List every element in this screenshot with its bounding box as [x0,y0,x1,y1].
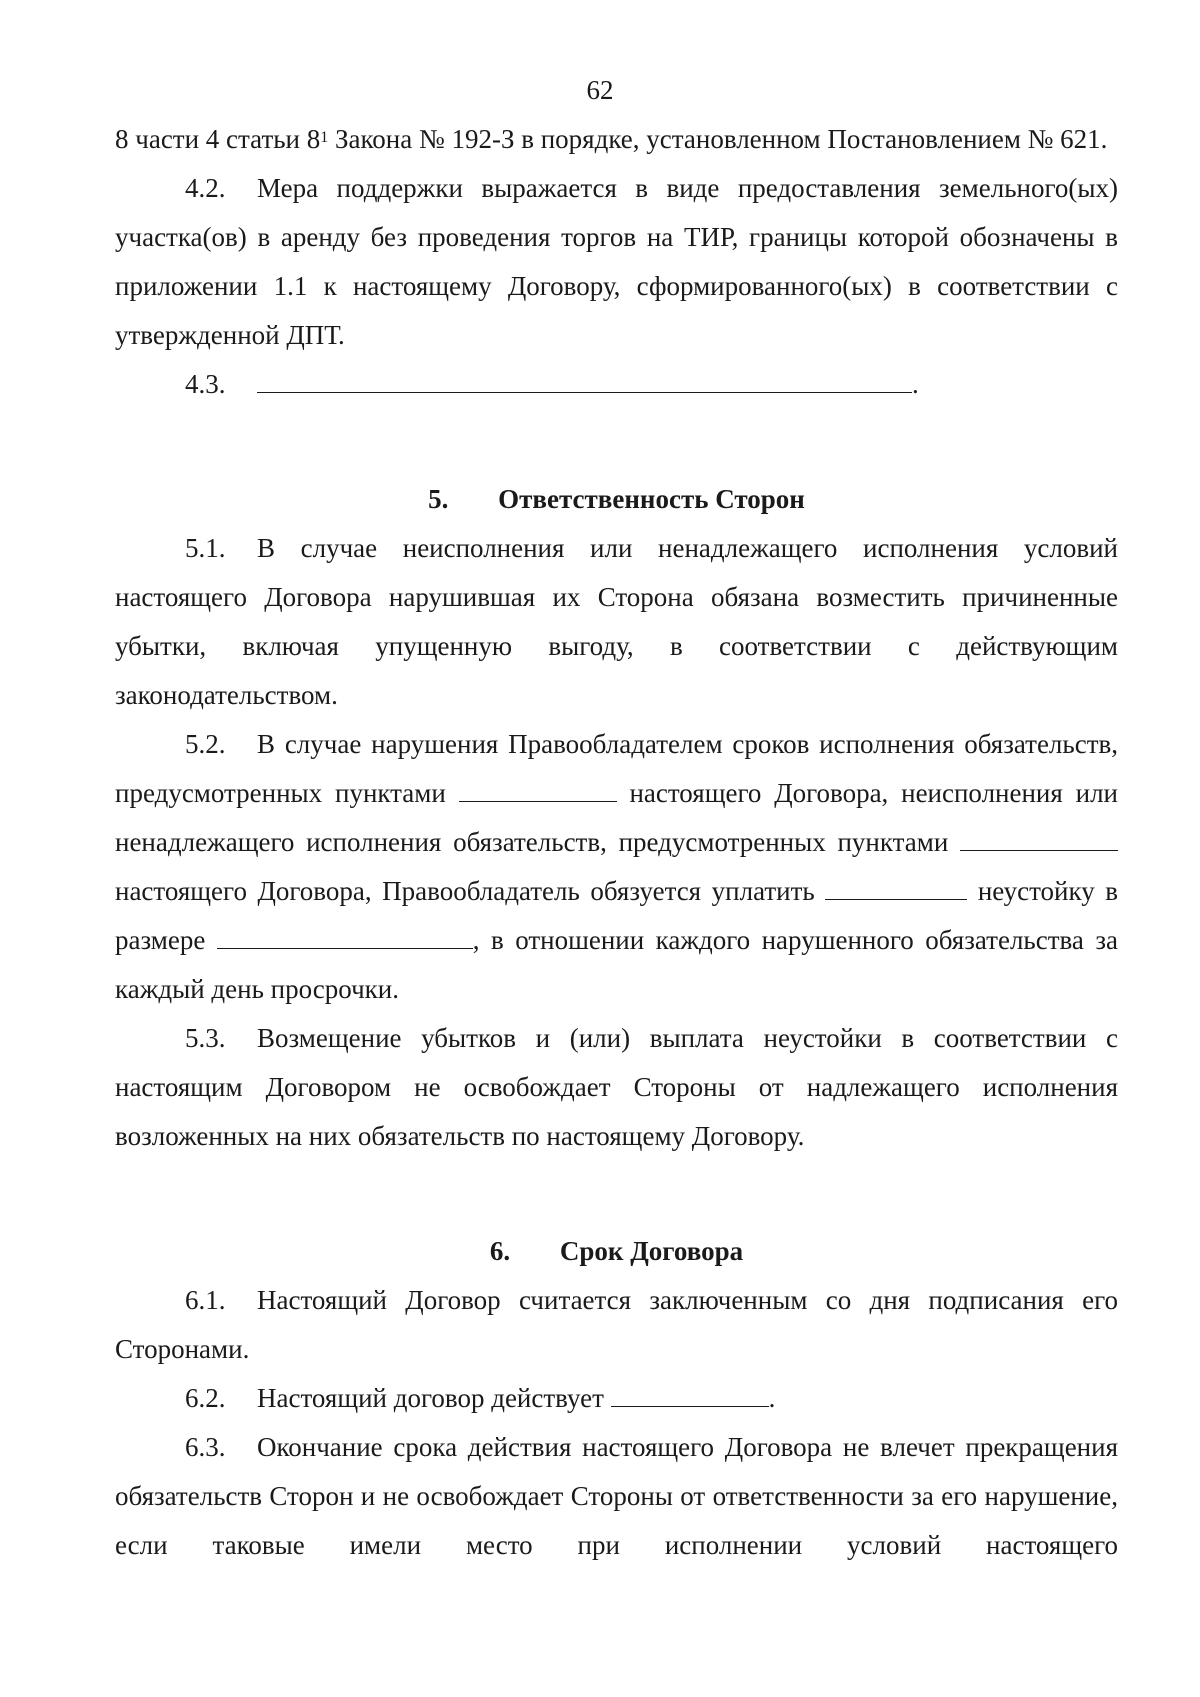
clause-number: 6.3. [185,1432,226,1462]
clause-5-2 [115,720,1118,1014]
clause-text: Окончание срока действия настоящего Договора не влечет прекращения обязательств Сторон и не освобождает Стороны от ответственности за его нарушение, если таковые имели место при исполнении условий настоящего [115,1432,1118,1560]
clause-number: 5.1. [185,533,226,563]
clause-number: 5.2. [185,729,226,759]
clause-text-e: , в отношении каждого нарушенного обязательства за каждый день просрочки. [115,925,1118,1004]
intro-text-a: 8 части 4 статьи 8 [115,124,321,154]
clause-6-1 [115,1276,1118,1374]
clause-text: В случае неисполнения или ненадлежащего исполнения условий настоящего Договора нарушившая их Сторона обязана возместить причиненные убытки, включая упущенную выгоду, в соответствии с действующим законодательством. [115,533,1118,710]
blank-field [960,828,1118,851]
blank-field [825,877,967,900]
section-title: Ответственность Сторон [498,484,805,514]
blank-field [611,1384,769,1407]
clause-number: 4.2. [185,173,226,203]
blank-field [459,779,617,802]
clause-5-3 [115,1014,1118,1161]
clause-text: Настоящий договор действует [257,1383,611,1413]
clause-number: 5.3. [185,1023,226,1053]
clause-6-3 [115,1423,1118,1570]
clause-number: 6.2. [185,1383,226,1413]
clause-text-c: настоящего Договора, Правообладатель обязуется уплатить [115,876,826,906]
section-number: 5. [428,484,449,514]
intro-text-b: Закона № 192-З в порядке, установленном Постановлением № 621. [328,124,1108,154]
clause-4-3 [115,360,1118,409]
clause-end: . [912,369,919,399]
section-title: Срок Договора [559,1236,744,1266]
clause-text: Настоящий Договор считается заключенным со дня подписания его Сторонами. [115,1285,1118,1364]
clause-number: 6.1. [185,1285,226,1315]
clause-6-2 [115,1374,1118,1423]
clause-end: . [768,1383,776,1413]
clause-text: Возмещение убытков и (или) выплата неустойки в соответствии с настоящим Договором не освобождает Стороны от надлежащего исполнения возложенных на них обязательств по настоящему Договору. [115,1023,1118,1151]
page-number: 62 [586,75,614,105]
document-body [115,115,1118,1570]
clause-text: Мера поддержки выражается в виде предоставления земельного(ых) участка(ов) в аренду без проведения торгов на ТИР, границы которой обозначены в приложении 1.1 к настоящему Договору, сформированного(ых) в соответствии с утвержденной ДПТ. [115,173,1118,350]
section-number: 6. [489,1236,511,1266]
intro-superscript: 1 [320,129,329,146]
clause-number: 4.3. [185,369,226,399]
paragraph-intro [115,115,1118,164]
clause-text-a: В случае нарушения Правообладателем сроков исполнения обязательств, предусмотренных пунктами [115,729,1118,808]
clause-text-b: настоящего Договора, неисполнения или ненадлежащего исполнения обязательств, предусмотренных пунктами [115,778,1118,857]
clause-4-2 [115,164,1118,360]
section-6-heading [115,1227,1118,1276]
clause-text-d: неустойку в размере [115,876,1118,955]
blank-field [257,370,912,393]
blank-field [217,926,473,949]
section-5-heading [115,475,1118,524]
clause-5-1 [115,524,1118,720]
